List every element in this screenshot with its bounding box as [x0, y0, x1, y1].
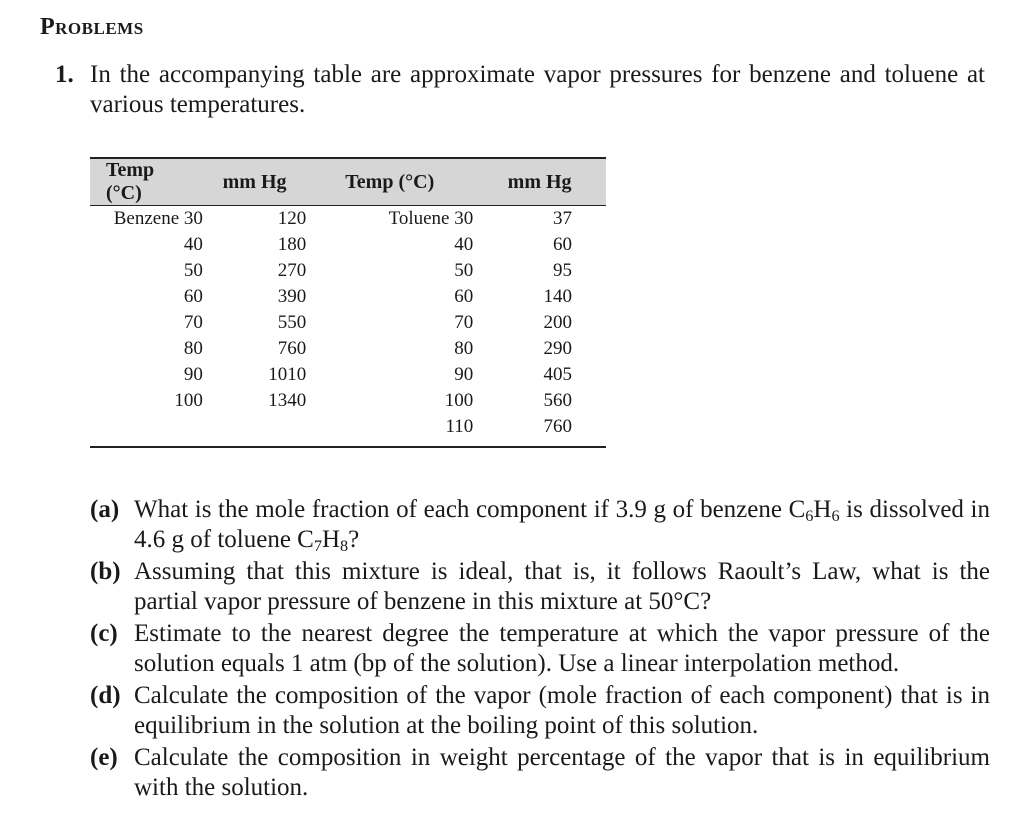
table-cell: 110	[445, 416, 474, 437]
table-cell: 390	[277, 286, 307, 307]
subquestion-label: (d)	[90, 682, 121, 709]
table-cell: 1010	[268, 364, 307, 385]
table-row	[90, 336, 606, 362]
subquestion-label: (e)	[90, 744, 118, 771]
header-toluene-temp: Temp (°C)	[306, 158, 473, 206]
table-cell: 1340	[268, 390, 307, 411]
table-cell: 550	[277, 312, 307, 333]
vapor-pressure-table	[90, 157, 606, 448]
section-heading: Problems	[40, 14, 144, 40]
table-cell: 140	[543, 286, 572, 307]
table-cell: Benzene 30	[113, 208, 203, 229]
table-header-row	[90, 158, 606, 206]
table-cell: 60	[553, 234, 572, 255]
table-cell: 40	[183, 234, 203, 255]
table-cell: 70	[454, 312, 474, 333]
table-cell: 100	[174, 390, 203, 411]
table-cell: 90	[454, 364, 474, 385]
table-cell: 200	[543, 312, 572, 333]
table-cell: 90	[183, 364, 203, 385]
subquestion-text: Assuming that this mixture is ideal, that is, it follows Raoult’s Law, what is the partial vapor pressure of benzene in this mixture at 50°C?	[134, 558, 990, 615]
table-cell: 37	[553, 208, 572, 229]
table-cell: 180	[277, 234, 307, 255]
table-cell: 60	[183, 286, 203, 307]
table-cell: 100	[444, 390, 474, 411]
subquestion-a	[90, 495, 990, 555]
subquestion-e	[90, 743, 990, 803]
subquestion-d	[90, 681, 990, 741]
subquestion-text: What is the mole fraction of each component if 3.9 g of benzene $C_6H_6$ is dissolved in 4.6 g of toluene $C_7H_8$?	[134, 496, 990, 556]
header-benzene-temp: Temp (°C)	[90, 158, 203, 206]
table-cell: 760	[277, 338, 307, 359]
header-benzene-mmhg: mm Hg	[203, 158, 306, 206]
table-cell: 405	[543, 364, 572, 385]
subquestion-c	[90, 619, 990, 679]
table-cell: 120	[277, 208, 307, 229]
table-row	[90, 310, 606, 336]
table-cell: 60	[454, 286, 474, 307]
table-cell: 80	[454, 338, 474, 359]
table-cell	[90, 414, 203, 440]
table-bottom-rule	[90, 446, 606, 448]
table-row	[90, 362, 606, 388]
subquestion-text: Estimate to the nearest degree the temperature at which the vapor pressure of the solution equals 1 atm (bp of the solution). Use a linear interpolation method.	[134, 620, 990, 677]
subquestion-text: Calculate the composition of the vapor (mole fraction of each component) that is in equilibrium in the solution at the boiling point of this solution.	[134, 682, 990, 739]
table-row	[90, 206, 606, 233]
table-cell: 50	[183, 260, 203, 281]
table-cell: 560	[543, 390, 572, 411]
table-cell: 70	[183, 312, 203, 333]
table-row	[90, 414, 606, 440]
table-row	[90, 388, 606, 414]
table-row	[90, 284, 606, 310]
problem-number: 1.	[55, 61, 74, 88]
table-cell	[203, 414, 306, 440]
table-cell: Toluene 30	[388, 208, 474, 229]
table-row	[90, 258, 606, 284]
table-row	[90, 232, 606, 258]
header-toluene-mmhg: mm Hg	[473, 158, 606, 206]
table-cell: 760	[543, 416, 572, 437]
table-cell: 290	[543, 338, 572, 359]
subquestion-text: Calculate the composition in weight percentage of the vapor that is in equilibrium with the solution.	[134, 744, 990, 801]
table-cell: 270	[277, 260, 307, 281]
subquestions	[90, 495, 990, 805]
problem-text: In the accompanying table are approximate vapor pressures for benzene and toluene at various temperatures.	[90, 61, 985, 118]
table-cell: 80	[183, 338, 203, 359]
subquestion-label: (c)	[90, 620, 118, 647]
table-cell: 95	[553, 260, 572, 281]
table-cell: 50	[454, 260, 474, 281]
subquestion-label: (a)	[90, 496, 120, 523]
table-cell: 40	[454, 234, 474, 255]
problem-1	[55, 60, 985, 120]
subquestion-label: (b)	[90, 558, 121, 585]
subquestion-b	[90, 557, 990, 617]
